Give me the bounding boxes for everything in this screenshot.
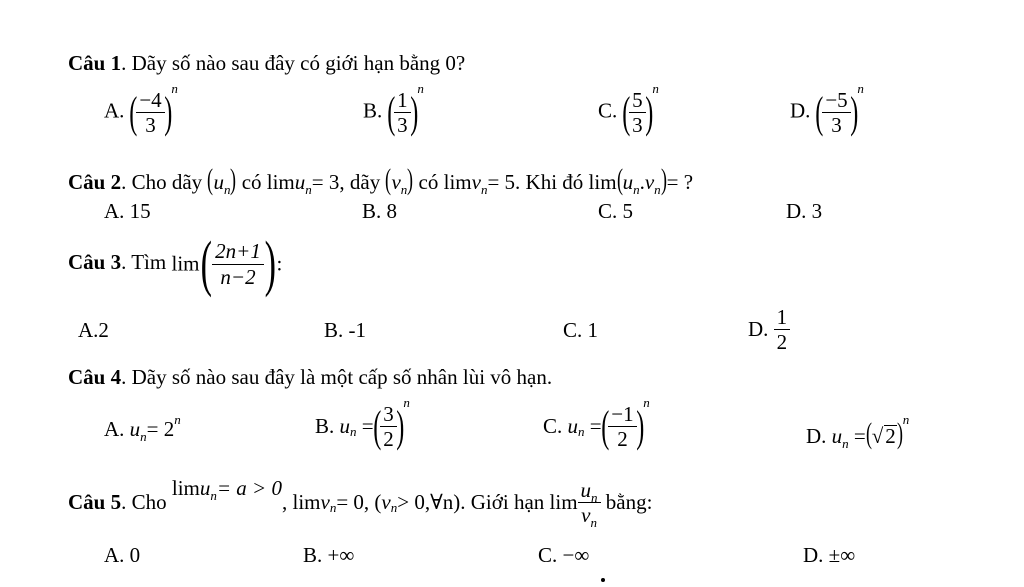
- q4-option-c[interactable]: C. $u_n$ =( $\frac{-1}{2}$ )$^n$: [543, 395, 650, 452]
- q4-option-a[interactable]: A. $u_n= 2^n$: [104, 412, 181, 444]
- question-1-label: Câu 1: [68, 51, 122, 75]
- q5-option-d[interactable]: D. ±∞: [803, 543, 856, 567]
- q2-option-a[interactable]: A. 15: [104, 199, 151, 223]
- q5-option-c[interactable]: C. −∞: [538, 543, 590, 567]
- q2-option-c[interactable]: C. 5: [598, 199, 634, 223]
- question-1-text: . Dãy số nào sau đây có giới hạn bằng 0?: [121, 51, 466, 75]
- q1-option-d[interactable]: D. ( $\frac{-5}{3}$ )$^n$: [790, 81, 864, 138]
- q2-option-b[interactable]: B. 8: [362, 199, 398, 223]
- question-2: Câu 2. Cho dãy $(u_n)$ có limu$_n$= 3, dãy $(v_n)$ có limv$_n$= 5. Khi đó $\lim(u_n.v_n)=$ ?: [68, 163, 694, 197]
- q3-option-b[interactable]: B. -1: [324, 318, 366, 342]
- question-3: Câu 3. Tìm lim( $\frac{2n+1}{n-2}$ ):: [68, 230, 283, 298]
- q3-option-c[interactable]: C. 1: [563, 318, 599, 342]
- question-5: Câu 5. Cho limu$_n$= a > 0, limv$_n$= 0, ($v_n>$ 0,∀n). Giới hạn lim $\frac{u_n}{v_n}$ bằng:: [68, 476, 653, 531]
- q2-option-d[interactable]: D. 3: [786, 199, 823, 223]
- q1-option-a[interactable]: A. ( $\frac{-4}{3}$ )$^n$: [104, 81, 178, 138]
- q1-option-c[interactable]: C. ( $\frac{5}{3}$ )$^n$: [598, 81, 659, 138]
- q5-option-b[interactable]: B. +∞: [303, 543, 355, 567]
- question-5-label: Câu 5: [68, 490, 122, 515]
- question-4: Câu 4. Dãy số nào sau đây là một cấp số nhân lùi vô hạn.: [68, 365, 553, 389]
- q5-option-a[interactable]: A. 0: [104, 543, 141, 567]
- q3-option-d[interactable]: D. $\frac{1}{2}$: [748, 305, 790, 354]
- question-1: [68, 53, 465, 74]
- q4-option-b[interactable]: B. $u_n$ =( $\frac{3}{2}$ )$^n$: [315, 395, 410, 452]
- q3-option-a[interactable]: A.2: [78, 318, 109, 342]
- q4-option-d[interactable]: D. $u_n =(√2)^n$: [806, 412, 910, 451]
- page-mark: [601, 578, 605, 582]
- question-3-label: Câu 3: [68, 249, 122, 274]
- question-4-label: Câu 4: [68, 365, 122, 389]
- q1-option-b[interactable]: B. ( $\frac{1}{3}$ )$^n$: [363, 81, 424, 138]
- question-2-label: Câu 2: [68, 170, 122, 194]
